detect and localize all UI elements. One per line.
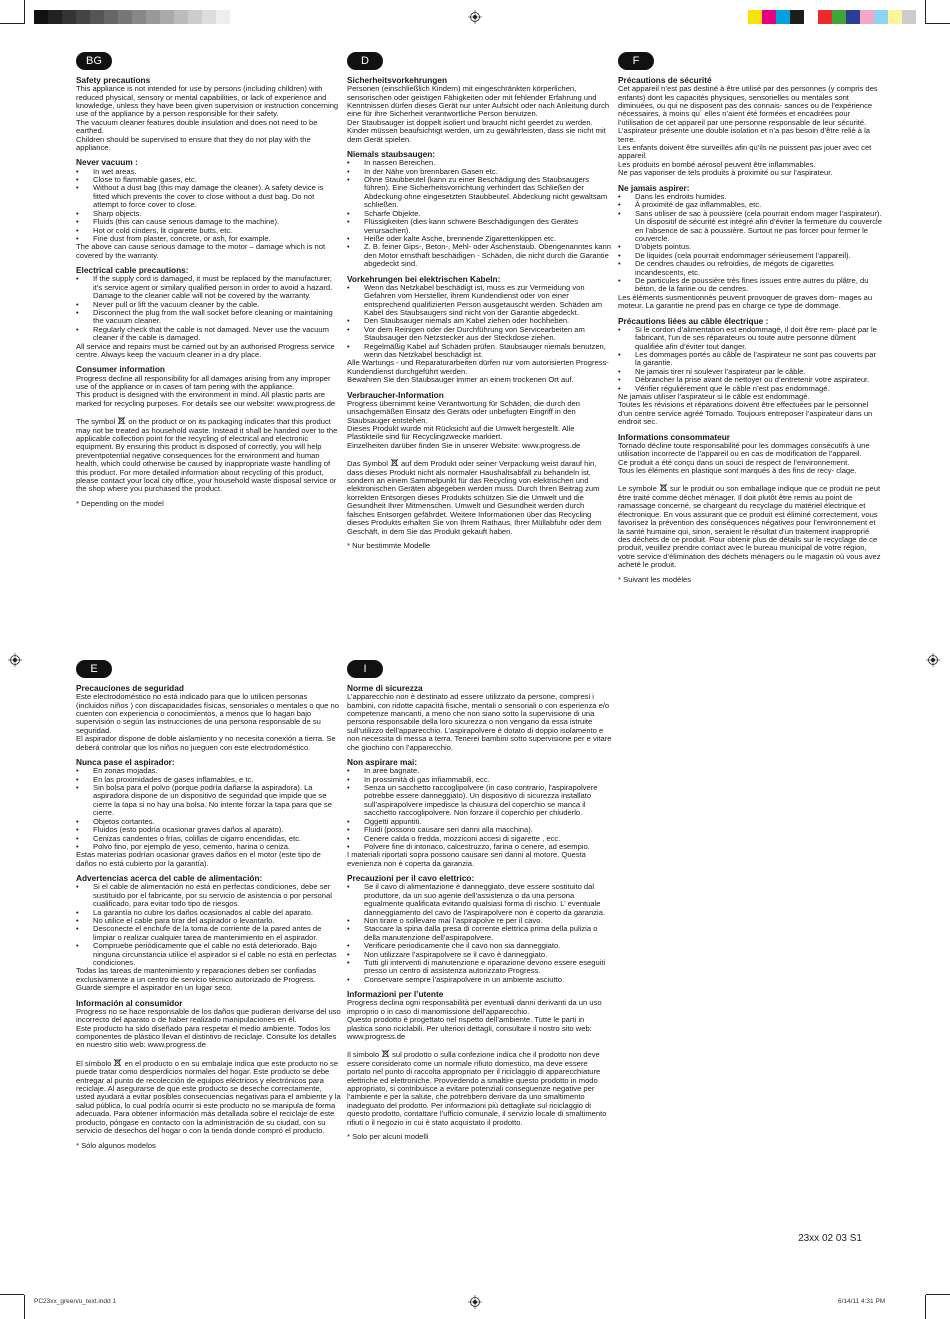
section-text: Ne jamais utiliser l’aspirateur si le câble est endommagé. Toutes les révisions et réparations doivent être effectuées par le personnel d’un centre service agréé Tornado. Toujours entreposer l’aspirateur dans un endroit sec.: [618, 392, 873, 427]
language-badge: BG: [76, 52, 112, 70]
list-item: • Si el cable de alimentación no está en perfectas condiciones, debe ser sustituido por el fabricante, por su servicio de asistencia o por personal cualificado, para evitar todo tipo de riesgos.: [76, 883, 341, 908]
crossed-bin-icon: [381, 1049, 390, 1058]
section: [618, 76, 883, 178]
list-item: • Vor dem Reinigen oder der Durchführung von Servicearbeiten am Staubsauger den Netzstecker aus der Steckdose ziehen.: [347, 326, 612, 343]
language-badge: F: [618, 52, 654, 70]
list-item: • Compruebe periódicamente que el cable no está deteriorado. Bajo ninguna circunstancia utilice el aspirador si el cable no está en perfectas condiciones.: [76, 942, 341, 967]
print-date: 6/14/11 4:31 PM: [838, 1298, 886, 1305]
model-note: * Nur bestimmte Modelle: [347, 540, 431, 550]
section: [76, 158, 341, 260]
color-swatch: [888, 10, 902, 24]
section-heading: Consumer information: [76, 364, 165, 375]
list-item: • Oggetti appuntiti.: [347, 818, 612, 826]
list-item: • Z. B. feiner Gips-, Beton-, Mehl- oder Aschenstaub. Obengenanntes kann den Motor ernsthaft beschädigen - Schäden, die nicht durch die Garantie abgedeckt sind.: [347, 243, 612, 268]
section-heading: Vorkehrungen bei elektrischen Kabeln:: [347, 273, 501, 284]
list-item: • Sharp objects.: [76, 210, 341, 218]
list-item: • Senza un sacchetto raccoglipolvere (in caso contrario, l’aspirapolvere potrebbe essere danneggiato). Un dispositivo di sicurezza installato sull’aspirapolvere impedisce la chiusura del coperchio se manca il sacchetto raccoglipolvere. Non forzare il coperchio per chiuderlo.: [347, 784, 612, 818]
symbol-text: Das Symbol: [347, 459, 388, 469]
section-heading: Norme di sicurezza: [347, 683, 423, 693]
section-heading: Nunca pase el aspirador:: [76, 757, 175, 768]
column-e: [76, 660, 341, 1150]
section: [618, 184, 883, 311]
section-heading: Non aspirare mai:: [347, 757, 418, 768]
column-f: [618, 52, 883, 584]
list-item: • In der Nähe von brennbaren Gasen etc.: [347, 168, 612, 176]
list-item: • Si le cordon d’alimentation est endommagé, il doit être rem- placé par le fabricant, l’un de ses réparateurs ou toute autre personne dûment qualifiée afin d’éviter tout danger.: [618, 326, 883, 351]
column-d: [347, 52, 612, 550]
section-text: Les éléments susmentionnés peuvent provoquer de graves dom- mages au moteur. La garantie ne prend pas en charge ce type de dommage.: [618, 292, 873, 311]
list-item: • Débrancher la prise avant de nettoyer ou d’entretenir votre aspirateur.: [618, 376, 883, 384]
section: [76, 874, 341, 992]
list-item: • D’objets pointus.: [618, 243, 883, 251]
color-swatch: [216, 10, 230, 24]
model-note: * Depending on the model: [76, 498, 164, 508]
list-item: • Scharfe Objekte.: [347, 210, 612, 218]
color-swatch: [776, 10, 790, 24]
section-text: Progress declina ogni responsabilità per eventuali danni derivanti da un uso improprio o in caso di manomissione dell’apparecchio. Questo prodotto è progettato nel rispetto dell’ambiente. Tutte le parti in plastica sono riciclabili. Per ulteriori dettagli, consultare il nostro sito web: www.progress.de: [347, 998, 602, 1042]
document-code: 23xx 02 03 S1: [798, 1233, 862, 1244]
bullet-list: [347, 767, 612, 851]
section-text: Progress decline all responsibility for all damages arising from any improper use of the appliance or in cases of tam pering with the appliance. This product is designed with the environment in mind. All plastic parts are marked for recycling purposes. For details see our website: www.progress.de: [76, 373, 336, 408]
list-item: • Polvo fino, por ejemplo de yeso, cemento, harina o ceniza.: [76, 843, 341, 851]
list-item: • If the supply cord is damaged, it must be replaced by the manufacturer, it’s service agent or similary qualified person in order to avoid a hazard. Damage to the cleaner cable will not be covered by the warranty.: [76, 275, 341, 300]
list-item: • Fluidi (possono causare seri danni alla macchina).: [347, 826, 612, 834]
list-item: • Flüssigkeiten (dies kann schwere Beschädigungen des Gerätes verursachen).: [347, 218, 612, 235]
section: [618, 317, 883, 427]
symbol-text: en el producto o en su embalaje indica que este producto no se puede tratar como desperdicios normales del hogar. Este producto se debe entregar al punto de recolección de equipos eléctricos y electrónicos para reciclaje. Al asegurarse de que este producto se deseche correctamente, usted ayudará a evitar posibles consecuencias negativas para el ambiente y la salud pública, lo cual podría ocurrir si este producto no se manipula de forma adecuada. Para obtener información más detallada sobre el reciclaje de este producto, póngase en contacto con la administración de su ciudad, con su servicio de desechos del hogar o con la tienda donde compró el producto.: [76, 1058, 341, 1136]
registration-mark-icon: [468, 1295, 482, 1309]
list-item: • En zonas mojadas.: [76, 767, 341, 775]
color-swatch: [846, 10, 860, 24]
language-badge: I: [347, 660, 383, 678]
section-text: Personen (einschließlich Kindern) mit eingeschränkten körperlichen, sensorischen oder geistigen Fähigkeiten oder mit fehlender Erfahrung und Kenntnissen dürfen dieses Gerät nur unter Aufsicht oder nach Anleitung durch eine für ihre Sicherheit verantwortliche Person benutzen. Der Staubsauger ist doppelt isoliert und braucht nicht geerdet zu werden. Kinder müssen beaufsichtigt werden, um zu gewährleisten, dass sie nicht mit dem Gerät spielen.: [347, 84, 610, 144]
section-heading: Precauzioni per il cavo elettrico:: [347, 873, 475, 884]
section: [347, 874, 612, 984]
list-item: • En las proximidades de gases inflamables, e tc.: [76, 776, 341, 784]
recycling-paragraph: [347, 458, 612, 536]
list-item: • Conservare sempre l’aspirapolvere in un ambiente asciutto.: [347, 976, 612, 984]
list-item: • In nassen Bereichen.: [347, 159, 612, 167]
list-item: • De particules de poussière très fines issues entre autres du plâtre, du béton, de la farine ou de cendres.: [618, 277, 883, 294]
list-item: • Verificare periodicamente che il cavo non sia danneggiato.: [347, 942, 612, 950]
bullet-list: [76, 767, 341, 851]
section-heading: Never vacuum :: [76, 157, 138, 168]
section-text: Todas las tareas de mantenimiento y reparaciones deben ser confiadas exclusivamente a un centro de servicio técnico autorizado de Progress. Guarde siempre el aspirador en un lugar seco.: [76, 966, 317, 993]
section: [618, 433, 883, 570]
section-text: All service and repairs must be carried out by an authorised Progress service centre. Always keep the vacuum cleaner in a dry place.: [76, 341, 335, 359]
list-item: • In prossimità di gas infiammabili, ecc.: [347, 776, 612, 784]
section-heading: Informations consommateur: [618, 431, 731, 442]
list-item: • Vérifier régulièrement que le câble n’est pas endommagé.: [618, 385, 883, 393]
crossed-bin-icon: [113, 1058, 122, 1067]
list-item: • Fine dust from plaster, concrete, or ash, for example.: [76, 235, 341, 243]
list-item: • Sans utiliser de sac à poussière (cela pourrait endom mager l’aspirateur). Un dispositif de sécurité est intégré afin d’éviter la fermeture du couvercle en l’absence de sac à poussière. Surtout ne pas forcer pour fermer le couvercle.: [618, 210, 883, 244]
symbol-text: sur le produit ou son emballage indique que ce produit ne peut être traité comme déchet ménager. Il doit plutôt être remis au point de ramassage concerné, se chargeant du recyclage du matériel électrique et électronique. En vous assurant que ce produit est éliminé correctement, vous favorisez la prévention des conséquences négatives pour l’environnement et la santé humaine qui, sinon, seraient le résultat d’un traitement inapproprié des déchets de ce produit. Pour obtenir plus de détails sur le recyclage de ce produit, veuillez prendre contact avec le bureau municipal de votre région, votre service d’élimination des déchets ménagers ou le magasin où vous avez acheté le produit.: [618, 484, 881, 570]
list-item: • Hot or cold cinders, lit cigarette butts, etc.: [76, 227, 341, 235]
crop-mark: [925, 0, 926, 24]
color-swatch: [818, 10, 832, 24]
color-swatch: [874, 10, 888, 24]
crop-mark: [24, 0, 25, 24]
list-item: • Fluids (this can cause serious damage to the machine).: [76, 218, 341, 226]
list-item: • Without a dust bag (this may damage the cleaner). A safety device is fitted which prevents the cover to close without a dust bag. Do not attempt to force cover to close.: [76, 184, 341, 209]
crop-mark: [926, 23, 950, 24]
section: [76, 758, 341, 868]
section: [76, 365, 341, 493]
section: [347, 758, 612, 868]
bullet-list: [347, 883, 612, 984]
crop-mark: [0, 1294, 24, 1295]
crossed-bin-icon: [659, 483, 668, 492]
list-item: • Heiße oder kalte Asche, brennende Zigarettenkippen etc.: [347, 235, 612, 243]
recycling-paragraph: [76, 1058, 341, 1136]
list-item: • Staccare la spina dalla presa di corrente elettrica prima della pulizia o della manutenzione dell’aspirapolvere.: [347, 925, 612, 942]
list-item: • Se il cavo di alimentazione è danneggiato, deve essere sostituito dal produttore, da un suo agente dell’assistenza o da una persona egualmente qualificata evitando qualsiasi forma di rischio. L’ eventuale danneggiamento del cavo de l’aspirapolvere non è coperto da garanzia.: [347, 883, 612, 917]
model-note: * Sólo algunos modelos: [76, 1140, 156, 1150]
list-item: • Les dommages portés au câble de l’aspirateur ne sont pas couverts par la garantie.: [618, 351, 883, 368]
registration-mark-icon: [468, 10, 482, 24]
list-item: • Non tirare o sollevare mai l’aspirapolve re per il cavo.: [347, 917, 612, 925]
registration-mark-icon: [926, 653, 940, 667]
list-item: • Den Staubsauger niemals am Kabel ziehen oder hochheben.: [347, 317, 612, 325]
color-swatch: [160, 10, 174, 24]
list-item: • Cenizas candentes o frías, colillas de cigarro encendidas, etc.: [76, 835, 341, 843]
model-note: * Solo per alcuni modelli: [347, 1132, 429, 1142]
bullet-list: [76, 275, 341, 342]
section: [347, 275, 612, 385]
section-text: I materiali riportati sopra possono causare seri danni al motore. Questa evenienza non è coperta da garanzia.: [347, 850, 586, 868]
crop-mark: [24, 1295, 25, 1319]
section-text: Progress no se hace responsable de los daños que pudieran derivarse del uso incorrecto del aparato o de haber realizado manipulaciones en él. Este producto ha sido diseñado para respetar el medio ambiente. Todos los componentes de plástico llevan el distintivo de reciclaje. Consulte los detalles en nuestro sitio web: www.progress.de: [76, 1006, 341, 1050]
section-heading: Niemals staubsaugen:: [347, 149, 436, 160]
section: [76, 76, 341, 152]
list-item: • Wenn das Netzkabel beschädigt ist, muss es zur Vermeidung von Gefahren vom Hersteller, ihrem Kundendienst oder von einer entsprechend qualifizierten Person ausgetauscht werden. Schäden am Kabel des Staubsaugers sind nicht von der Garantie abgedeckt.: [347, 284, 612, 318]
recycling-paragraph: [618, 483, 883, 569]
language-badge: D: [347, 52, 383, 70]
model-note: * Suivant les modèles: [618, 574, 692, 584]
section-heading: Safety precautions: [76, 75, 151, 85]
color-swatch: [118, 10, 132, 24]
bullet-list: [618, 193, 883, 294]
crop-mark: [925, 1295, 926, 1319]
list-item: • De cendres chaudes ou refroidies, de mégots de cigarettes incandescents, etc.: [618, 260, 883, 277]
list-item: • Sin bolsa para el polvo (porque podría dañarse la aspiradora). La aspiradora dispone de un dispositivo de seguridad que impide que se cierre la tapa si no hay una bolsa. No intente forzar la tapa para que se cierre.: [76, 784, 341, 818]
list-item: • In aree bagnate.: [347, 767, 612, 775]
list-item: • Cenere calda o fredda, mozziconi accesi di sigarette , ecc.: [347, 835, 612, 843]
section-text: Progress übernimmt keine Verantwortung für Schäden, die durch den unsachgemäßen Einsatz des Geräts oder unbefugten Eingriff in den Staubsauger entstehen. Dieses Produkt wurde mit Rücksicht auf die Umwelt hergestellt. Alle Plastikteile sind für Recyclingzwecke markiert. Einzelheiten darüber finden Sie in unserer Website: www.progress.de: [347, 398, 581, 450]
registration-mark-icon: [8, 653, 22, 667]
section-heading: Advertencias acerca del cable de alimentación:: [76, 873, 263, 884]
section-heading: Precauciones de seguridad: [76, 683, 184, 693]
list-item: • No utilice el cable para tirar del aspirador o levantarlo.: [76, 917, 341, 925]
list-item: • In wet areas.: [76, 168, 341, 176]
color-swatch: [104, 10, 118, 24]
symbol-text: The symbol: [76, 417, 116, 427]
color-swatch: [132, 10, 146, 24]
list-item: • Close to flammable gases, etc.: [76, 176, 341, 184]
color-swatch: [804, 10, 818, 24]
language-badge: E: [76, 660, 112, 678]
recycling-paragraph: [347, 1049, 612, 1127]
list-item: • La garantía no cubre los daños ocasionados al cable del aparato.: [76, 909, 341, 917]
section-text: Tornado décline toute responsabilité pour les dommages consécutifs à une utilisation incorrecte de l’appareil ou en cas de modification de l’appareil. Ce produit a été conçu dans un souci de respect de l’environnement. Tous les éléments en plastique sont marqués à des fins de recy- clage.: [618, 440, 870, 476]
color-swatch: [748, 10, 762, 24]
list-item: • De liquides (cela pourrait endommager sérieusement l’appareil).: [618, 252, 883, 260]
list-item: • Tutti gli interventi di manutenzione e riparazione devono essere eseguiti presso un centro di assistenza autorizzato Progress.: [347, 959, 612, 976]
list-item: • Regelmäßig Kabel auf Schäden prüfen. Staubsauger niemals benutzen, wenn das Netzkabel beschädigt ist.: [347, 343, 612, 360]
section-heading: Informazioni per l’utente: [347, 989, 444, 1000]
list-item: • Objetos cortantes.: [76, 818, 341, 826]
section: [347, 391, 612, 536]
bullet-list: [76, 168, 341, 244]
color-swatch: [762, 10, 776, 24]
color-swatch: [832, 10, 846, 24]
gray-color-bar: [34, 10, 230, 24]
list-item: • Ne jamais tirer ni soulever l’aspirateur par le câble.: [618, 368, 883, 376]
bullet-list: [347, 159, 612, 268]
color-swatch: [48, 10, 62, 24]
file-name: PC23xx_green/u_text.indd 1: [34, 1298, 117, 1305]
color-swatch: [146, 10, 160, 24]
list-item: • Disconnect the plug from the wall socket before cleaning or maintaining the vacuum cleaner.: [76, 309, 341, 326]
color-swatch: [174, 10, 188, 24]
color-swatch: [188, 10, 202, 24]
symbol-text: Il simbolo: [347, 1050, 380, 1060]
section-text: Este electrodoméstico no está indicado para que lo utilicen personas (incluidos niños ) con discapacidades físicas, sensoriales o mentales o que no cuenten con experiencia o conocimientos, a menos que lo hagan bajo supervisión o según las instrucciones de una persona responsable de su seguridad. El aspirador dispone de doble aislamiento y no necesita conexión a tierra. Se deberá controlar que los niños no jueguen con este electrodoméstico.: [76, 692, 339, 752]
list-item: • Fluidos (esto podría ocasionar graves daños al aparato).: [76, 826, 341, 834]
bullet-list: [76, 883, 341, 967]
color-swatch: [34, 10, 48, 24]
section-heading: Précautions liées au câble électrique :: [618, 315, 769, 326]
symbol-text: sul prodotto o sulla confezione indica che il prodotto non deve essere considerato come un normale rifiuto domestico, ma deve essere portato nel punto di raccolta appropriato per il riciclaggio di apparecchiature elettriche ed elettroniche. Provvedendo a smaltire questo prodotto in modo appropriato, si contribuisce a evitare potenziali conseguenze negative per l’ambiente e per la salute, che potrebbero derivare da uno smaltimento inadeguato del prodotto. Per informazioni più dettagliate sul riciclaggio di questo prodotto, contattare l’ufficio comunale, il servizio locale di smaltimento rifiuti o il negozio in cui è stato acquistato il prodotto.: [347, 1050, 607, 1127]
section-heading: Ne jamais aspirer:: [618, 182, 690, 193]
list-item: • Non utilizzare l’aspirapolvere se il cavo è danneggiato.: [347, 951, 612, 959]
column-i: [347, 660, 612, 1142]
list-item: • À proximité de gaz inflammables, etc.: [618, 201, 883, 209]
bullet-list: [347, 284, 612, 360]
color-swatch: [202, 10, 216, 24]
list-item: • Never pull or lift the vacuum cleaner by the cable.: [76, 301, 341, 309]
section-heading: Información al consumidor: [76, 997, 183, 1008]
crossed-bin-icon: [390, 458, 399, 467]
section-text: Alle Wartungs - und Reparaturarbeiten dürfen nur vom autorisierten Progress-Kundendienst durchgeführt werden. Bewahren Sie den Staubsauger immer an einem trockenen Ort auf.: [347, 358, 609, 385]
symbol-text: Le symbole: [618, 484, 657, 494]
crop-mark: [926, 1294, 950, 1295]
crop-mark: [0, 23, 24, 24]
process-color-bar: [748, 10, 916, 24]
color-swatch: [62, 10, 76, 24]
list-item: • Polvere fine di intonaco, calcestruzzo, farina o cenere, ad esempio.: [347, 843, 612, 851]
recycling-paragraph: [76, 416, 341, 494]
list-item: • Regularly check that the cable is not damaged. Never use the vacuum cleaner if the cable is damaged.: [76, 326, 341, 343]
section-text: Cet appareil n’est pas destiné à être utilisé par des personnes (y compris des enfants) dont les capacités physiques, sensorielles ou mentales sont diminuées, ou qui ne disposent pas des connais- sances ou de l’expérience nécessaires, à moins qu´ elles n’aient été formées et encadrées pour l’utilisation de cet appareil par une personne responsable de leur sécurité. L’aspirateur présente une double isolation et n’a pas besoin d’être relié à la terre. Les enfants doivent être surveillés afin qu’ils ne puissent pas jouer avec cet appareil. Les produits en bombé aérosol peuvent être inflammables. Ne pas vaporiser de tels produits à proximité ou sur l’aspirateur.: [618, 84, 878, 178]
color-swatch: [790, 10, 804, 24]
color-swatch: [860, 10, 874, 24]
symbol-text: auf dem Produkt oder seiner Verpackung weist darauf hin, dass dieses Produkt nicht als normaler Haushaltsabfall zu behandeln ist, sondern an einem Sammelpunkt für das Recycling von elektrischen und elektronischen Geräten abgegeben werden muss. Durch Ihren Beitrag zum korrekten Entsorgen dieses Produkts schützen Sie die Umwelt und die Gesundheit Ihrer Mitmenschen. Umwelt und Gesundheit werden durch falsches Entsorgen gefährdet. Weitere Informationen über das Recycling dieses Produkts erhalten Sie von Ihrem Rathaus, Ihrer Müllabfuhr oder dem Geschäft, in dem Sie das Produkt gekauft haben.: [347, 459, 602, 536]
section-text: The above can cause serious damage to the motor – damage which is not covered by the warranty.: [76, 242, 326, 260]
section: [347, 150, 612, 268]
color-swatch: [902, 10, 916, 24]
list-item: • Desconecte el enchufe de la toma de corriente de la pared antes de limpiar o realizar cualquier tarea de mantenimiento en el aspirador.: [76, 925, 341, 942]
list-item: • Ohne Staubbeutel (kann zu einer Beschädigung des Staubsaugers führen). Eine Sicherheitsvorrichtung verhindert das Schließen der Abdeckung ohne eingesetzten Staubbeutel. Abdeckung nicht gewaltsam schließen.: [347, 176, 612, 210]
section: [347, 990, 612, 1127]
section-heading: Verbraucher-Information: [347, 389, 444, 400]
section-text: This appliance is not intended for use by persons (including children) with reduced physical, sensory or mental capabilities, or lack of experience and knowledge, unless they have been given supervision or instruction concerning use of the appliance by a person responsible for their safety. The vacuum cleaner features double insulation and does not need to be earthed. Children should be supervised to ensure that they do not play with the appliance.: [76, 84, 339, 153]
crossed-bin-icon: [117, 416, 126, 425]
section-heading: Electrical cable precautions:: [76, 265, 189, 276]
list-item: • Dans les endroits humides.: [618, 193, 883, 201]
section: [76, 999, 341, 1136]
symbol-text: on the product or on its packaging indicates that this product may not be treated as household waste. Instead it shall be handed over to the applicable collection point for the recycling of electrical and electronic equipment. By ensuring this product is disposed of correctly, you will help preventpotential negative consequences for the environment and human health, which could otherwise be caused by inappropriate waste handling of this product. For more detailed information about recycling of this product, please contact your local city office, your household waste disposal service or the shop where you purchased the product.: [76, 417, 338, 494]
section-text: Estas materias podrían ocasionar graves daños en el motor (este tipo de daños no está cubierto por la garantía).: [76, 850, 321, 868]
section: [76, 266, 341, 359]
section-heading: Sicherheitsvorkehrungen: [347, 75, 448, 85]
section: [347, 684, 612, 752]
bullet-list: [618, 326, 883, 393]
column-bg: [76, 52, 341, 508]
section: [76, 684, 341, 752]
color-swatch: [76, 10, 90, 24]
section: [347, 76, 612, 144]
section-heading: Précautions de sécurité: [618, 75, 712, 85]
symbol-text: El símbolo: [76, 1058, 112, 1068]
section-text: L’apparecchio non è destinato ad essere utilizzato da persone, compresi i bambini, con ridotte capacità fisiche, mentali o sensoriali o con esperienza e/o competenze mancanti, a meno che non siano sotto la supervisione di una persona responsabile della loro sicurezza o non vengano da essa istruite sull’utilizzo dell’apparecchio. L’aspirapolvere è dotato di doppio isolamento e non necessita di messa a terra. Tenerei bambini sotto supervisione per e vitare che giochino con l’apparecchio.: [347, 692, 612, 752]
color-swatch: [90, 10, 104, 24]
